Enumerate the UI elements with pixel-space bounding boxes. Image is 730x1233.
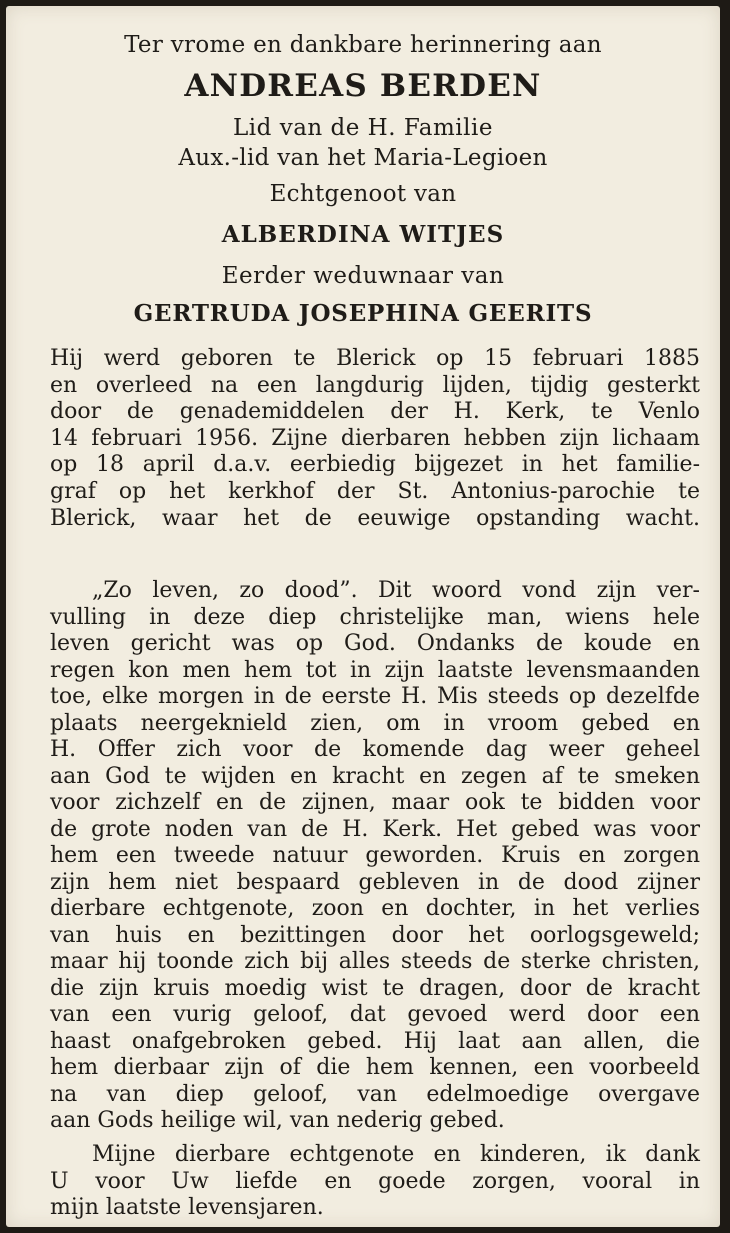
tribute-line: aan Gods heilige wil, van nederig gebed. <box>50 1108 505 1133</box>
membership-line-2: Aux.-lid van het Maria-Legioen <box>178 145 548 171</box>
biography-line: graf op het kerkhof der St. Antonius-parochie te <box>50 478 700 504</box>
spouse-label: Echtgenoot van <box>269 181 457 207</box>
biography-line: Hij werd geboren te Blerick op 15 februari 1885 <box>50 346 700 371</box>
biography-line: op 18 april d.a.v. eerbiedig bijgezet in het familie- <box>50 452 700 478</box>
tribute-line: leven gericht was op God. Ondanks de koude en <box>50 631 700 656</box>
tribute-line: regen kon men hem tot in zijn laatste levensmaanden <box>50 657 700 683</box>
tribute-line: van een vurig geloof, dat gevoed werd door een <box>50 1002 700 1027</box>
tribute-line: die zijn kruis moedig wist te dragen, door de kracht <box>50 975 700 1001</box>
memorial-card <box>6 6 720 1227</box>
tribute-line: plaats neergeknield zien, om in vroom gebed en <box>50 710 700 736</box>
biography-line: en overleed na een langdurig lijden, tijdig gesterkt <box>50 372 700 398</box>
biography-line: 14 februari 1956. Zijne dierbaren hebben zijn lichaam <box>50 425 700 451</box>
spouse-name: ALBERDINA WITJES <box>221 221 505 248</box>
membership-line-1: Lid van de H. Familie <box>233 115 493 141</box>
closing-line: U voor Uw liefde en goede zorgen, vooral in <box>50 1168 700 1194</box>
tribute-line: zijn hem niet bespaard gebleven in de dood zijner <box>50 869 700 895</box>
first-wife-name: GERTRUDA JOSEPHINA GEERITS <box>133 300 593 327</box>
tribute-line: voor zichzelf en de zijnen, maar ook te bidden voor <box>50 790 700 815</box>
closing-line: mijn laatste levensjaren. <box>50 1195 324 1221</box>
tribute-line: H. Offer zich voor de komende dag weer geheel <box>50 737 700 762</box>
tribute-line: dierbare echtgenote, zoon en dochter, in het verlies <box>50 896 700 921</box>
closing-paragraph <box>50 1142 700 1222</box>
tribute-line: na van diep geloof, van edelmoedige overgave <box>50 1081 700 1107</box>
closing-line: Mijne dierbare echtgenote en kinderen, ik dank <box>92 1142 700 1167</box>
tribute-line: van huis en bezittingen door het oorlogsgeweld; <box>50 922 700 948</box>
tribute-line: hem dierbaar zijn of die hem kennen, een voorbeeld <box>50 1055 700 1080</box>
tribute-line: toe, elke morgen in de eerste H. Mis steeds op dezelfde <box>50 684 700 709</box>
biography-line: door de genademiddelen der H. Kerk, te Venlo <box>50 399 700 425</box>
tribute-paragraph <box>50 578 700 1135</box>
tribute-line: hem een tweede natuur geworden. Kruis en zorgen <box>50 843 700 868</box>
tribute-line: maar hij toonde zich bij alles steeds de sterke christen, <box>50 949 700 974</box>
widower-label: Eerder weduwnaar van <box>221 263 505 289</box>
intro-line: Ter vrome en dankbare herinnering aan <box>124 32 602 58</box>
biography-line: Blerick, waar het de eeuwige opstanding wacht. <box>50 505 700 531</box>
tribute-line: aan God te wijden en kracht en zegen af te smeken <box>50 763 700 789</box>
tribute-line: de grote noden van de H. Kerk. Het gebed was voor <box>50 816 700 842</box>
tribute-line: vulling in deze diep christelijke man, wiens hele <box>50 604 700 630</box>
deceased-name: ANDREAS BERDEN <box>184 68 542 104</box>
biography-paragraph <box>50 346 700 532</box>
tribute-line: haast onafgebroken gebed. Hij laat aan allen, die <box>50 1028 700 1054</box>
tribute-line: „Zo leven, zo dood”. Dit woord vond zijn ver- <box>92 578 700 603</box>
